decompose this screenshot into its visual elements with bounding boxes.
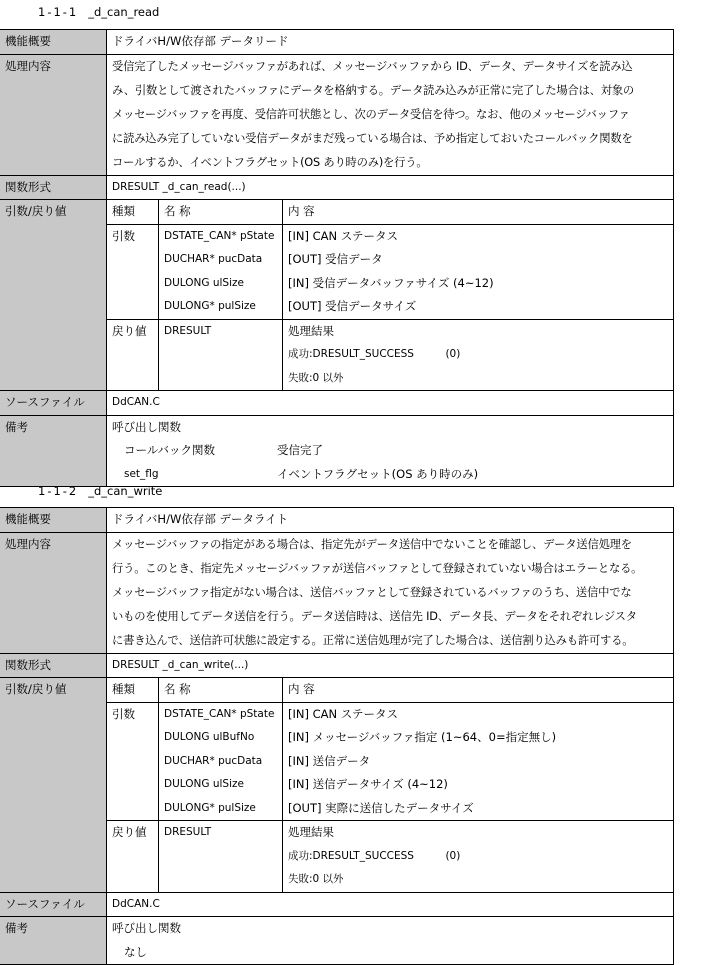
ret-kind xyxy=(107,320,159,391)
arg-desc: [IN] 送信データサイズ (4~12) xyxy=(288,777,448,791)
process-line: メッセージバッファを再度、受信許可状態とし、次のデータ受信を待つ。なお、他のメッセージバッファ xyxy=(112,107,630,121)
section-number: 1-1-2 xyxy=(38,484,79,498)
ret-kind-label: 戻り値 xyxy=(112,323,147,338)
arg-name: DSTATE_CAN* pState xyxy=(164,707,275,720)
arg-name: DUCHAR* pucData xyxy=(164,754,263,767)
process-text xyxy=(107,55,673,175)
label-args-ret: 引数/戻り値 xyxy=(0,678,107,892)
row-function-overview xyxy=(0,30,673,54)
ret-type-label: DRESULT xyxy=(164,826,212,838)
args-kind-label: 引数 xyxy=(112,706,135,721)
row-source-file xyxy=(0,390,673,415)
label-source-file: ソースファイル xyxy=(0,893,107,917)
row-remarks xyxy=(0,415,673,487)
args-kind xyxy=(107,703,159,821)
ret-type xyxy=(159,821,283,892)
arg-name: DULONG ulSize xyxy=(164,778,244,790)
args-header-row xyxy=(107,678,673,702)
remarks-title: 呼び出し関数 xyxy=(112,419,181,434)
ret-kind-label: 戻り値 xyxy=(112,825,147,839)
ret-desc xyxy=(283,320,673,391)
process-text xyxy=(107,533,673,653)
ret-line: 処理結果 xyxy=(288,323,334,338)
remark-value: イベントフラグセット(OS あり時のみ) xyxy=(277,466,479,481)
remarks-title: 呼び出し関数 xyxy=(112,921,181,935)
row-args xyxy=(0,677,673,892)
ret-line: 成功:DRESULT_SUCCESS (0) xyxy=(288,348,461,360)
row-process xyxy=(0,54,673,175)
label-function-form: 関数形式 xyxy=(0,654,107,678)
ret-type-label: DRESULT xyxy=(164,324,212,337)
row-function-overview xyxy=(0,508,673,532)
arg-desc: [OUT] 受信データサイズ xyxy=(288,299,417,313)
arg-name: DULONG* pulSize xyxy=(164,801,256,814)
ret-row xyxy=(107,319,673,391)
ret-line: 失敗:0 以外 xyxy=(288,873,344,885)
label-function-form: 関数形式 xyxy=(0,176,107,200)
args-descs xyxy=(283,703,673,821)
ret-kind xyxy=(107,821,159,892)
arg-name: DSTATE_CAN* pState xyxy=(164,229,275,242)
ret-line: 処理結果 xyxy=(288,825,334,839)
label-process: 処理内容 xyxy=(0,533,107,653)
process-line: いものを使用してデータ送信を行う。データ送信時は、送信先 ID、データ長、データをそれぞれレジスタ xyxy=(112,609,637,623)
arg-desc: [IN] メッセージバッファ指定 (1~64、0=指定無し) xyxy=(288,730,557,744)
args-table xyxy=(107,200,673,390)
arg-name: DUCHAR* pucData xyxy=(164,253,263,265)
label-args-ret: 引数/戻り値 xyxy=(0,200,107,390)
row-function-form xyxy=(0,175,673,200)
label-remarks: 備考 xyxy=(0,917,107,964)
section-name: _d_can_read xyxy=(88,5,160,19)
ret-line: 失敗:0 以外 xyxy=(288,371,344,384)
remark-item xyxy=(112,463,669,487)
ret-desc xyxy=(283,821,673,892)
label-function-overview: 機能概要 xyxy=(0,30,107,54)
remark-item xyxy=(112,941,669,965)
row-function-form xyxy=(0,653,673,678)
function-form-value: DRESULT _d_can_write(...) xyxy=(112,658,249,671)
section-title-1 xyxy=(38,5,159,19)
arg-desc: [IN] CAN ステータス xyxy=(288,706,399,721)
arg-name: DULONG ulBufNo xyxy=(164,731,255,743)
args-kind xyxy=(107,225,159,319)
process-line: メッセージバッファの指定がある場合は、指定先がデータ送信中でないことを確認し、データ送信処理を xyxy=(112,537,632,551)
arg-desc: [IN] CAN ステータス xyxy=(288,228,399,243)
arg-desc: [OUT] 受信データ xyxy=(288,252,383,266)
row-args xyxy=(0,199,673,390)
args-names xyxy=(159,225,283,319)
spec-table-1 xyxy=(0,29,674,487)
remark-value: 受信完了 xyxy=(277,443,323,457)
source-file-value: DdCAN.C xyxy=(112,396,160,408)
args-header-kind: 種類 xyxy=(107,200,159,224)
args-kind-label: 引数 xyxy=(112,228,135,243)
process-line: に書き込んで、送信許可状態に設定する。正常に送信処理が完了した場合は、送信割り込みも許可する。 xyxy=(112,633,634,647)
row-process xyxy=(0,532,673,653)
arg-desc: [IN] 送信データ xyxy=(288,753,371,768)
arg-name: DULONG* pulSize xyxy=(164,300,256,312)
args-header-name: 名 称 xyxy=(159,200,283,224)
function-form-value: DRESULT _d_can_read(...) xyxy=(112,180,246,193)
args-row xyxy=(107,224,673,319)
args-header-content: 内 容 xyxy=(288,204,315,218)
function-overview-value: ドライバH/W依存部 データライト xyxy=(112,512,289,526)
remark-key: コールバック関数 xyxy=(124,443,215,457)
ret-line: 成功:DRESULT_SUCCESS (0) xyxy=(288,849,461,862)
ret-row xyxy=(107,820,673,892)
remarks-value xyxy=(107,416,673,487)
arg-name: DULONG ulSize xyxy=(164,276,244,289)
args-header-row xyxy=(107,200,673,224)
process-line: 行う。このとき、指定先メッセージバッファが送信バッファとして登録されていない場合はエラーとなる。 xyxy=(112,561,643,575)
row-source-file xyxy=(0,892,673,917)
args-header-content: 内 容 xyxy=(288,682,315,696)
arg-desc: [IN] 受信データバッファサイズ (4~12) xyxy=(288,275,494,290)
spec-table-2 xyxy=(0,507,674,965)
section-title-2 xyxy=(38,484,162,498)
label-source-file: ソースファイル xyxy=(0,391,107,415)
process-line: コールするか、イベントフラグセット(OS あり時のみ)を行う。 xyxy=(112,155,428,169)
process-line: 受信完了したメッセージバッファがあれば、メッセージバッファから ID、データ、データサイズを読み込 xyxy=(112,59,633,73)
source-file-value: DdCAN.C xyxy=(112,897,160,910)
args-row xyxy=(107,702,673,821)
label-function-overview: 機能概要 xyxy=(0,508,107,532)
function-overview-value: ドライバH/W依存部 データリード xyxy=(112,34,289,48)
args-descs xyxy=(283,225,673,319)
args-names xyxy=(159,703,283,821)
args-header-name: 名 称 xyxy=(159,678,283,702)
remark-item xyxy=(112,439,669,463)
args-header-kind: 種類 xyxy=(107,678,159,702)
args-table xyxy=(107,678,673,892)
label-process: 処理内容 xyxy=(0,55,107,175)
section-name: _d_can_write xyxy=(88,484,163,498)
process-line: メッセージバッファ指定がない場合は、送信バッファとして登録されているバッファのうち、送信中でな xyxy=(112,585,632,599)
process-line: み、引数として渡されたバッファにデータを格納する。データ読み込みが正常に完了した場合は、対象の xyxy=(112,83,635,97)
label-remarks: 備考 xyxy=(0,416,107,487)
arg-desc: [OUT] 実際に送信したデータサイズ xyxy=(288,800,474,815)
section-number: 1-1-1 xyxy=(38,5,79,19)
remark-key: なし xyxy=(124,944,147,959)
remark-key: set_flg xyxy=(124,467,159,480)
process-line: に読み込み完了していない受信データがまだ残っている場合は、予め指定しておいたコールバック関数を xyxy=(112,131,633,145)
ret-type xyxy=(159,320,283,391)
